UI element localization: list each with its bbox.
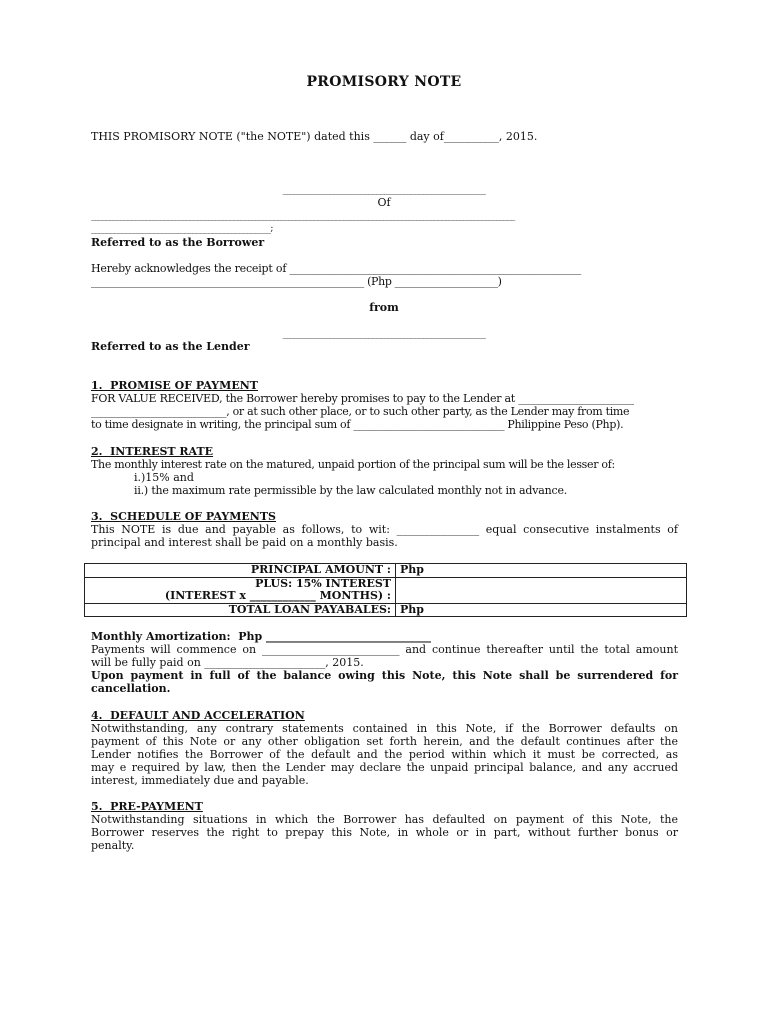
section-2-line-1: The monthly interest rate on the matured, unpaid portion of the principal sum will be the lesser of: xyxy=(91,458,615,471)
section-5-line-2: Borrower reserves the right to prepay this Note, in whole or in part, without further bonus or xyxy=(91,826,678,839)
section-4-line-5: interest, immediately due and payable. xyxy=(91,774,309,787)
section-1-line-3: to time designate in writing, the principal sum of _____________________________ Philippine Peso (Php). xyxy=(91,418,624,431)
section-4-line-1: Notwithstanding, any contrary statements contained in this Note, if the Borrower defaults on xyxy=(91,722,678,735)
section-1-line-2: __________________________, or at such other place, or to such other party, as the Lender may from time xyxy=(91,405,630,418)
table-row xyxy=(85,590,687,603)
borrower-name-blank: ____________________________________________________ xyxy=(282,185,486,195)
section-3-line-1: This NOTE is due and payable as follows, to wit: _______________ equal consecutive instalments of xyxy=(91,523,678,536)
borrower-address-blank-1: ____________________________________________________________________________________________________________________ xyxy=(91,211,515,221)
borrower-address-blank-2: ______________________________________________; xyxy=(91,224,273,234)
section-5-heading: 5. PRE-PAYMENT xyxy=(91,800,203,813)
document-title: PROMISORY NOTE xyxy=(306,74,462,90)
lender-referred-label: Referred to as the Lender xyxy=(91,340,250,353)
section-1-heading: 1. PROMISE OF PAYMENT xyxy=(91,379,258,392)
section-4-line-2: payment of this Note or any other obligation set forth herein, and the default continues after the xyxy=(91,735,678,748)
section-2-item-1: i.)15% and xyxy=(134,471,194,484)
principal-amount-value: Php xyxy=(396,564,687,578)
borrower-referred-label: Referred to as the Borrower xyxy=(91,236,265,249)
section-5-line-3: penalty. xyxy=(91,839,135,852)
principal-amount-label: PRINCIPAL AMOUNT : xyxy=(85,564,396,578)
section-2-heading: 2. INTEREST RATE xyxy=(91,445,214,458)
table-row xyxy=(85,603,687,617)
payments-commence-line: Payments will commence on _________________________ and continue thereafter until the total amount xyxy=(91,643,678,656)
interest-value-cell xyxy=(396,577,687,590)
surrender-line-1: Upon payment in full of the balance owing this Note, this Note shall be surrendered for xyxy=(91,669,678,682)
section-3-heading: 3. SCHEDULE OF PAYMENTS xyxy=(91,510,276,523)
receipt-line-2: _____________________________________________________ (Php ____________________) xyxy=(91,275,502,288)
monthly-amortization-line: Monthly Amortization: Php ______________________________ xyxy=(91,630,432,643)
from-label: from xyxy=(369,301,399,314)
intro-line: THIS PROMISORY NOTE ("the NOTE") dated this ______ day of__________, 2015. xyxy=(91,130,538,143)
section-4-line-4: may e required by law, then the Lender may declare the unpaid principal balance, and any accrued xyxy=(91,761,678,774)
section-2-item-2: ii.) the maximum rate permissible by the law calculated monthly not in advance. xyxy=(134,484,568,497)
section-5-line-1: Notwithstanding situations in which the Borrower has defaulted on payment of this Note, the xyxy=(91,813,678,826)
of-label: Of xyxy=(377,196,391,209)
interest-label: PLUS: 15% INTEREST xyxy=(85,577,396,590)
interest-months-value-cell xyxy=(396,590,687,603)
section-1-line-1: FOR VALUE RECEIVED, the Borrower hereby promises to pay to the Lender at ______________________ xyxy=(91,392,634,405)
section-3-line-2: principal and interest shall be paid on a monthly basis. xyxy=(91,536,398,549)
total-payables-label: TOTAL LOAN PAYABALES: xyxy=(85,603,396,617)
total-payables-value: Php xyxy=(396,603,687,617)
receipt-line-1: Hereby acknowledges the receipt of _______________________________________________________ xyxy=(91,262,582,275)
section-4-heading: 4. DEFAULT AND ACCELERATION xyxy=(91,709,305,722)
fully-paid-line: will be fully paid on ______________________, 2015. xyxy=(91,656,364,669)
interest-months-label: (INTEREST x ____________ MONTHS) : xyxy=(85,590,396,603)
surrender-line-2: cancellation. xyxy=(91,682,171,695)
lender-name-blank: ____________________________________________________ xyxy=(282,329,486,339)
section-4-line-3: Lender notifies the Borrower of the default and the period within which it must be corrected, as xyxy=(91,748,678,761)
table-row xyxy=(85,564,687,578)
loan-summary-table xyxy=(84,563,687,617)
